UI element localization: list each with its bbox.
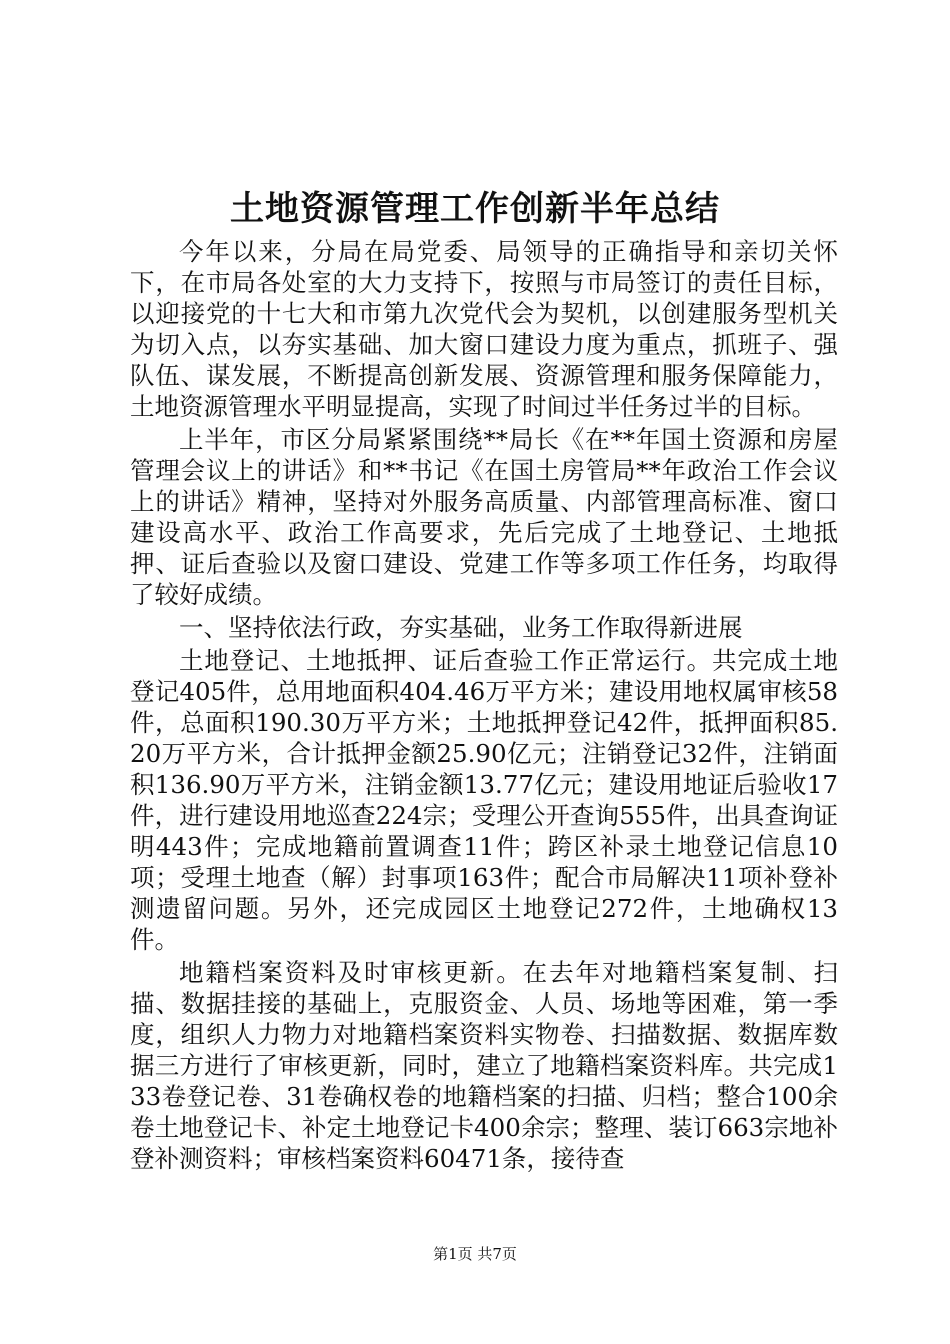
page-number-footer: 第1页 共7页	[433, 1245, 517, 1263]
paragraph-intro: 今年以来，分局在局党委、局领导的正确指导和亲切关怀下，在市局各处室的大力支持下，按照与市局签订的责任目标，以迎接党的十七大和市第九次党代会为契机，以创建服务型机关为切入点，以夯实基础、加大窗口建设力度为重点，抓班子、强队伍、谋发展，不断提高创新发展、资源管理和服务保障能力，土地资源管理水平明显提高，实现了时间过半任务过半的目标。	[130, 237, 838, 421]
paragraph-archives: 地籍档案资料及时审核更新。在去年对地籍档案复制、扫描、数据挂接的基础上，克服资金、人员、场地等困难，第一季度，组织人力物力对地籍档案资料实物卷、扫描数据、数据库数据三方进行了审核更新，同时，建立了地籍档案资料库。共完成133卷登记卷、31卷确权卷的地籍档案的扫描、归档；整合100余卷土地登记卡、补定土地登记卡400余宗；整理、装订663宗地补登补测资料；审核档案资料60471条，接待查	[130, 958, 838, 1173]
paragraph-overview: 上半年，市区分局紧紧围绕**局长《在**年国土资源和房屋管理会议上的讲话》和**书记《在国土房管局**年政治工作会议上的讲话》精神，坚持对外服务高质量、内部管理高标准、窗口建设高水平、政治工作高要求，先后完成了土地登记、土地抵押、证后查验以及窗口建设、党建工作等多项工作任务，均取得了较好成绩。	[130, 425, 838, 609]
document-body	[130, 236, 838, 1174]
document-title: 土地资源管理工作创新半年总结	[230, 189, 720, 229]
section-heading-1: 一、坚持依法行政，夯实基础，业务工作取得新进展	[179, 613, 743, 642]
paragraph-registration: 土地登记、土地抵押、证后查验工作正常运行。共完成土地登记405件，总用地面积404.46万平方米；建设用地权属审核58件，总面积190.30万平方米；土地抵押登记42件，抵押面积85.20万平方米，合计抵押金额25.90亿元；注销登记32件，注销面积136.90万平方米，注销金额13.77亿元；建设用地证后验收17件，进行建设用地巡查224宗；受理公开查询555件，出具查询证明443件；完成地籍前置调查11件；跨区补录土地登记信息10项；受理土地查（解）封事项163件；配合市局解决11项补登补测遗留问题。另外，还完成园区土地登记272件，土地确权13件。	[130, 646, 838, 954]
